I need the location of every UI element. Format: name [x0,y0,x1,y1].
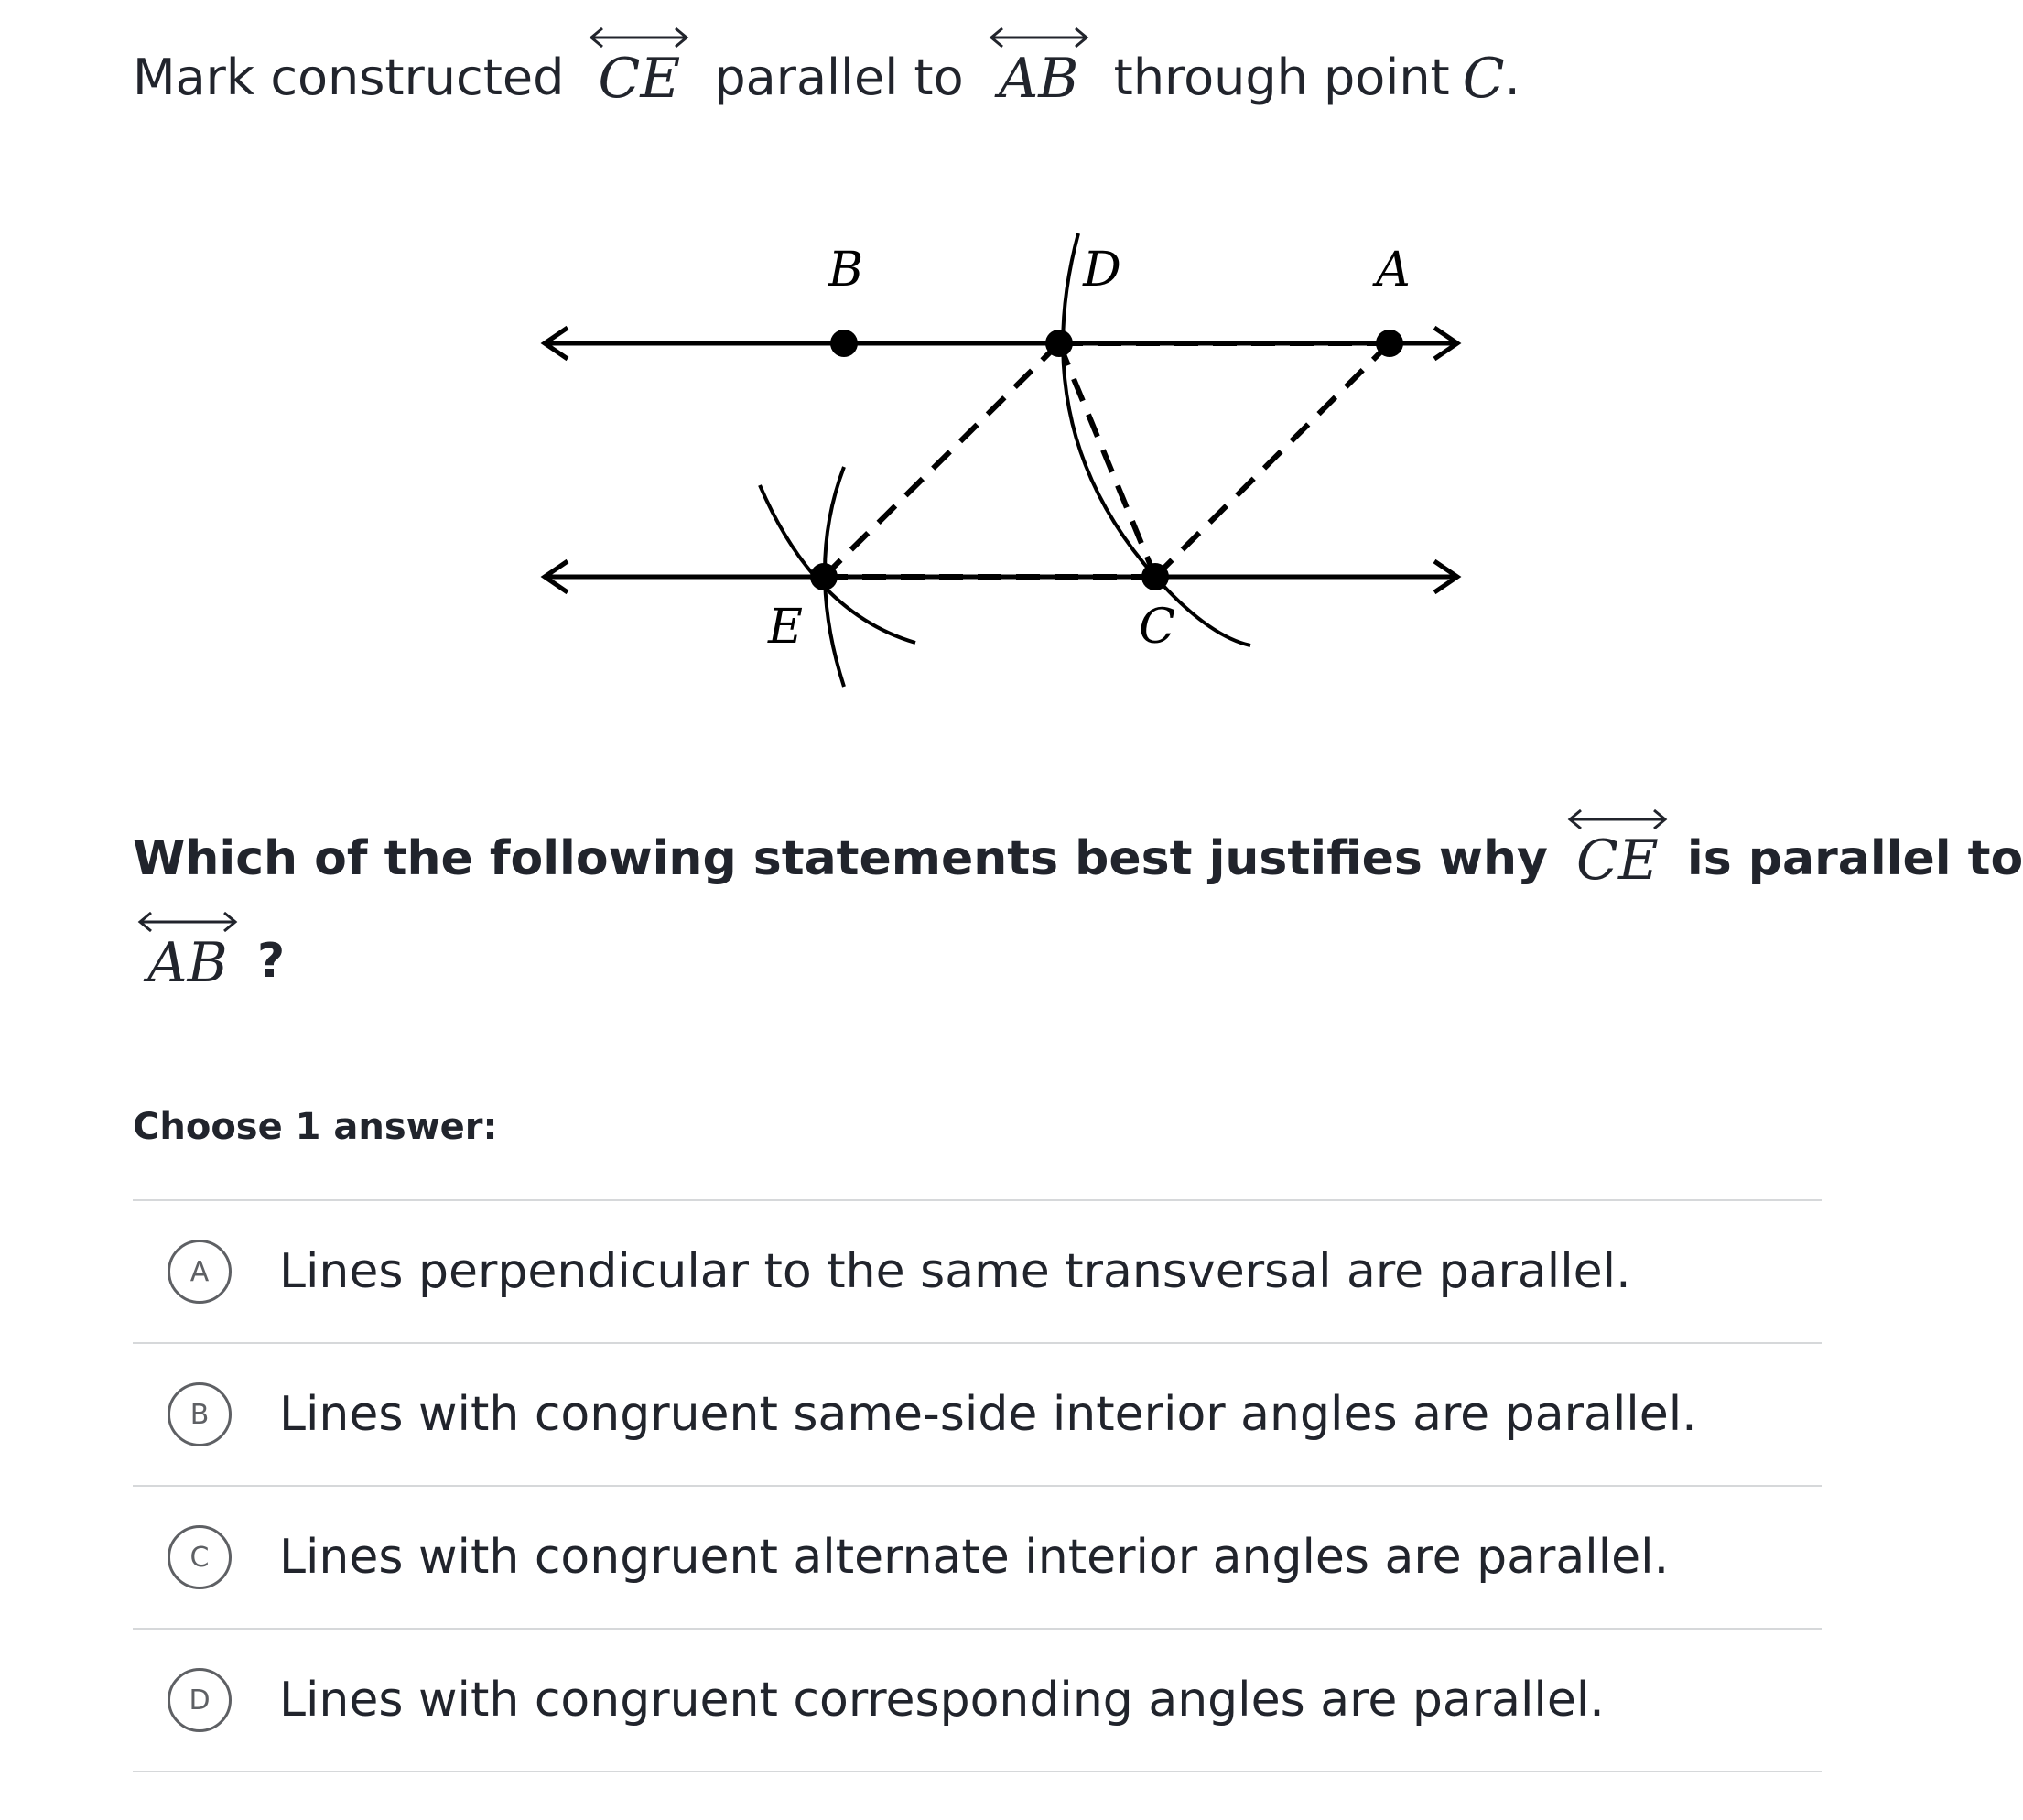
answer-choices [133,1199,1822,1772]
choice-b[interactable] [133,1344,1822,1487]
construction-figure [513,220,1483,705]
choice-d-text: Lines with congruent corresponding angles are parallel. [279,1673,1605,1728]
choice-a[interactable] [133,1201,1822,1344]
question-line-ce [1563,806,1672,893]
dashed-segment-dc [1059,343,1155,577]
line-ab-label: AB [998,47,1079,111]
point-c [1141,563,1169,590]
dashed-segment-ca [1155,343,1390,577]
prompt-text-1: Mark constructed [133,49,565,106]
question-line-ab [133,908,243,995]
dashed-segment-ed [824,343,1059,577]
label-c: C [1139,600,1175,655]
choice-b-radio[interactable]: B [168,1382,232,1446]
question-line-ce-label: CE [1576,829,1659,893]
point-e [810,563,838,590]
point-a [1376,330,1403,357]
label-b: B [828,243,864,298]
question-prompt [133,24,1520,111]
choice-a-radio[interactable]: A [168,1240,232,1304]
line-ce-label: CE [598,47,681,111]
question-text [133,806,2023,995]
choice-c-text: Lines with congruent alternate interior angles are parallel. [279,1530,1670,1585]
choose-label: Choose 1 answer: [133,1106,498,1148]
line-ce-symbol [584,24,694,111]
choice-b-text: Lines with congruent same-side interior angles are parallel. [279,1387,1697,1442]
prompt-period: . [1504,49,1520,106]
choice-c[interactable] [133,1487,1822,1630]
choice-a-text: Lines perpendicular to the same transversal are parallel. [279,1244,1631,1299]
prompt-point-c: C [1462,47,1505,111]
point-b [830,330,858,357]
point-d [1045,330,1073,357]
question-text-2: is parallel to [1686,831,2023,886]
label-d: D [1083,243,1121,298]
line-ab-symbol [984,24,1094,111]
prompt-text-2: parallel to [714,49,964,106]
label-e: E [768,600,803,655]
prompt-text-3: through point [1113,49,1450,106]
question-line-ab-label: AB [147,931,228,995]
choice-c-radio[interactable]: C [168,1525,232,1589]
question-mark: ? [257,934,286,989]
question-text-1: Which of the following statements best justifies why [133,831,1548,886]
label-a: A [1376,243,1411,298]
choice-d-radio[interactable]: D [168,1668,232,1732]
choice-d[interactable] [133,1630,1822,1772]
